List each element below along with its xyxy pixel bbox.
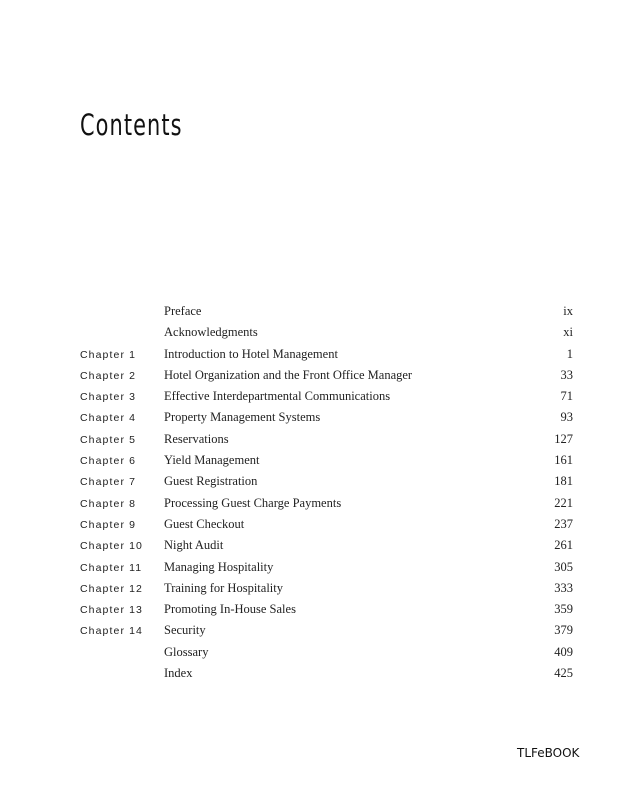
chapter-label: Chapter 3 xyxy=(80,391,137,404)
footer-mark: TLFeBOOK xyxy=(517,746,580,760)
entry-title: Preface xyxy=(164,304,202,318)
entry-page-number: 425 xyxy=(554,666,573,681)
entry-page-number: 33 xyxy=(560,367,573,382)
entry-page-number: 93 xyxy=(560,410,573,425)
chapter-label: Chapter 8 xyxy=(80,497,137,510)
entry-page-number: xi xyxy=(563,325,573,340)
chapter-label: Chapter 1 xyxy=(80,348,137,361)
entry-page-number: ix xyxy=(563,304,573,318)
entry-title: Hotel Organization and the Front Office Manager xyxy=(164,367,413,382)
toc-entry-chapter-8 xyxy=(80,496,573,517)
toc-entry-chapter-13 xyxy=(80,602,573,623)
toc-entry-index xyxy=(80,666,573,687)
toc-entry-chapter-6 xyxy=(80,453,573,474)
entry-page-number: 261 xyxy=(554,538,573,553)
chapter-label: Chapter 4 xyxy=(80,412,137,425)
toc-entry-preface xyxy=(80,304,573,325)
entry-title: Promoting In-House Sales xyxy=(164,602,296,617)
chapter-label: Chapter 9 xyxy=(80,518,137,531)
entry-title: Index xyxy=(164,666,193,681)
entry-page-number: 1 xyxy=(566,346,573,361)
entry-page-number: 305 xyxy=(554,559,573,574)
toc-entry-glossary xyxy=(80,645,573,666)
entry-title: Processing Guest Charge Payments xyxy=(164,495,342,510)
entry-title: Glossary xyxy=(164,644,209,659)
toc-entry-chapter-14 xyxy=(80,623,573,644)
entry-page-number: 161 xyxy=(554,453,573,468)
toc-entry-chapter-11 xyxy=(80,560,573,581)
chapter-label: Chapter 13 xyxy=(80,604,143,617)
chapter-label: Chapter 2 xyxy=(80,369,137,382)
toc-entry-chapter-1 xyxy=(80,347,573,368)
entry-title: Training for Hospitality xyxy=(164,580,283,595)
entry-title: Managing Hospitality xyxy=(164,559,274,574)
toc-entry-chapter-4 xyxy=(80,410,573,431)
chapter-label: Chapter 10 xyxy=(80,540,143,553)
toc-entry-chapter-3 xyxy=(80,389,573,410)
entry-page-number: 333 xyxy=(554,580,573,595)
entry-title: Guest Registration xyxy=(164,474,258,489)
entry-page-number: 127 xyxy=(554,431,573,446)
entry-page-number: 379 xyxy=(554,623,573,638)
chapter-label: Chapter 7 xyxy=(80,476,137,489)
chapter-label: Chapter 11 xyxy=(80,561,143,574)
toc-entry-chapter-12 xyxy=(80,581,573,602)
entry-page-number: 237 xyxy=(554,516,573,531)
entry-title: Effective Interdepartmental Communications xyxy=(164,389,391,404)
toc-entry-chapter-7 xyxy=(80,474,573,495)
toc-entry-chapter-10 xyxy=(80,538,573,559)
toc-entry-acknowledgments xyxy=(80,325,573,346)
entry-title: Yield Management xyxy=(164,453,260,468)
entry-page-number: 359 xyxy=(554,602,573,617)
entry-page-number: 181 xyxy=(554,474,573,489)
chapter-label: Chapter 14 xyxy=(80,625,143,638)
entry-title: Property Management Systems xyxy=(164,410,321,425)
page-title: Contents xyxy=(80,108,183,142)
chapter-label: Chapter 6 xyxy=(80,455,137,468)
entry-page-number: 71 xyxy=(560,389,573,404)
toc-entry-chapter-5 xyxy=(80,432,573,453)
toc-entry-chapter-2 xyxy=(80,368,573,389)
chapter-label: Chapter 5 xyxy=(80,433,137,446)
entry-page-number: 409 xyxy=(554,644,573,659)
entry-page-number: 221 xyxy=(554,495,573,510)
entry-title: Security xyxy=(164,623,206,638)
entry-title: Introduction to Hotel Management xyxy=(164,346,338,361)
entry-title: Acknowledgments xyxy=(164,325,258,340)
toc-entry-chapter-9 xyxy=(80,517,573,538)
entry-title: Reservations xyxy=(164,431,229,446)
chapter-label: Chapter 12 xyxy=(80,582,143,595)
entry-title: Night Audit xyxy=(164,538,224,553)
entry-title: Guest Checkout xyxy=(164,516,245,531)
table-of-contents xyxy=(80,304,573,687)
